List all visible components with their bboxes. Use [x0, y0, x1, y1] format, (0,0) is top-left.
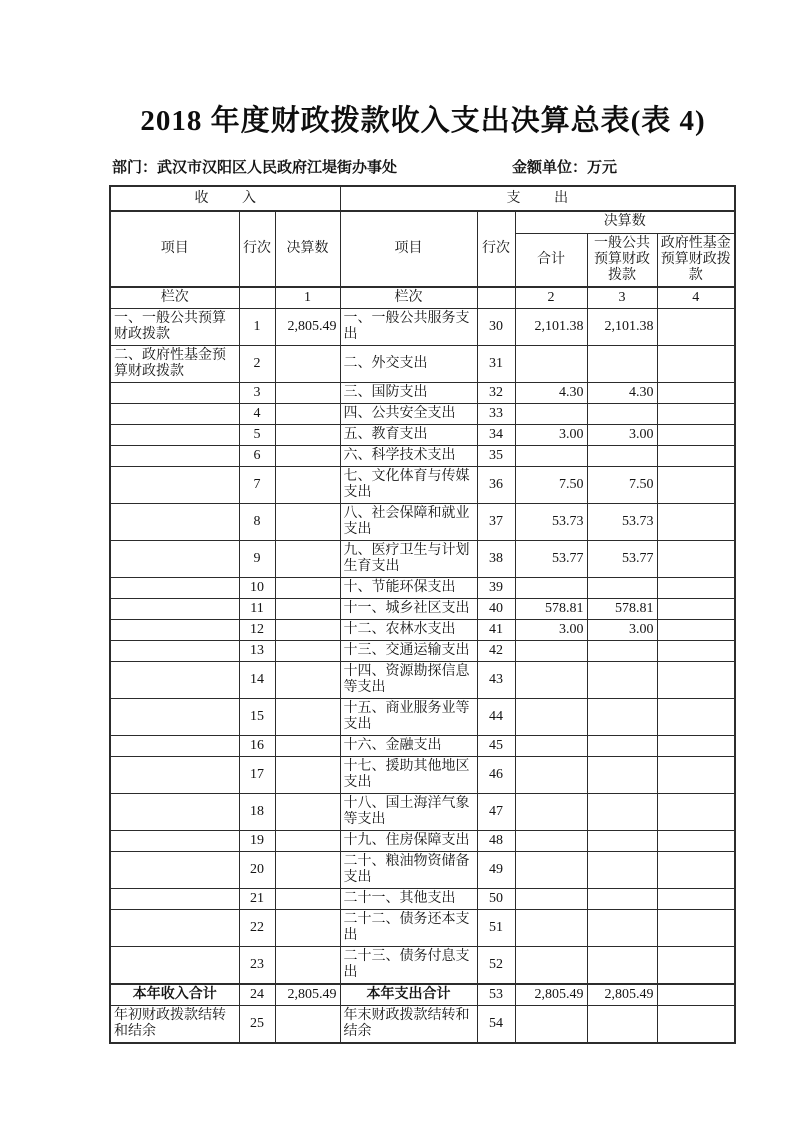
income-item-cell	[110, 619, 239, 640]
expense-item-cell: 六、科学技术支出	[340, 445, 477, 466]
expense-item-cell: 十五、商业服务业等支出	[340, 698, 477, 735]
income-line-cell: 3	[239, 382, 275, 403]
expense-line-header: 行次	[477, 211, 515, 287]
income-amount-cell	[275, 503, 340, 540]
expense-item-cell: 四、公共安全支出	[340, 403, 477, 424]
expense-item-cell: 二十二、债务还本支出	[340, 909, 477, 946]
expense-item-cell: 十六、金融支出	[340, 735, 477, 756]
income-item-cell	[110, 577, 239, 598]
income-line-cell: 25	[239, 1005, 275, 1043]
table-row	[110, 577, 735, 598]
meta-line	[109, 156, 737, 178]
table-row	[110, 540, 735, 577]
expense-general-cell	[587, 909, 657, 946]
expense-line-cell: 52	[477, 946, 515, 984]
expense-govfund-cell	[657, 598, 735, 619]
expense-item-cell: 十二、农林水支出	[340, 619, 477, 640]
income-line-header: 行次	[239, 211, 275, 287]
expense-general-cell	[587, 698, 657, 735]
income-amount-cell	[275, 793, 340, 830]
expense-line-cell: 36	[477, 466, 515, 503]
income-item-cell	[110, 851, 239, 888]
income-line-cell: 8	[239, 503, 275, 540]
income-line-cell: 20	[239, 851, 275, 888]
total-column-header: 合计	[515, 233, 587, 287]
table-row	[110, 946, 735, 984]
income-amount-cell	[275, 830, 340, 851]
expense-general-cell: 7.50	[587, 466, 657, 503]
income-line-cell: 2	[239, 345, 275, 382]
income-line-cell: 4	[239, 403, 275, 424]
table-row	[110, 888, 735, 909]
expense-line-cell: 50	[477, 888, 515, 909]
income-line-cell: 24	[239, 984, 275, 1006]
expense-general-cell	[587, 640, 657, 661]
income-amount-cell	[275, 888, 340, 909]
expense-total-cell: 2,805.49	[515, 984, 587, 1006]
expense-line-cell: 49	[477, 851, 515, 888]
expense-line-cell: 47	[477, 793, 515, 830]
expense-general-cell	[587, 735, 657, 756]
expense-total-cell	[515, 735, 587, 756]
expense-item-cell: 二、外交支出	[340, 345, 477, 382]
income-item-cell: 一、一般公共预算财政拨款	[110, 308, 239, 345]
income-section-header: 收入	[110, 186, 340, 211]
expense-item-cell: 十九、住房保障支出	[340, 830, 477, 851]
expense-total-cell	[515, 698, 587, 735]
expense-govfund-cell	[657, 830, 735, 851]
expense-line-cell: 46	[477, 756, 515, 793]
expense-item-cell: 十八、国土海洋气象等支出	[340, 793, 477, 830]
expense-item-cell: 二十、粮油物资储备支出	[340, 851, 477, 888]
income-amount-cell	[275, 640, 340, 661]
expense-item-cell: 本年支出合计	[340, 984, 477, 1006]
income-final-header: 决算数	[275, 211, 340, 287]
table-row	[110, 756, 735, 793]
department-label: 部门：武汉市汉阳区人民政府江堤街办事处	[112, 160, 398, 176]
expense-govfund-cell	[657, 466, 735, 503]
page-title: 2018 年度财政拨款收入支出决算总表(表 4)	[140, 105, 706, 137]
expense-govfund-cell	[657, 793, 735, 830]
general-budget-column-header: 一般公共预算财政拨款	[587, 233, 657, 287]
expense-govfund-cell	[657, 735, 735, 756]
expense-govfund-cell	[657, 946, 735, 984]
expense-govfund-cell	[657, 345, 735, 382]
income-amount-cell	[275, 698, 340, 735]
expense-line-cell: 30	[477, 308, 515, 345]
income-amount-cell	[275, 735, 340, 756]
income-item-cell	[110, 403, 239, 424]
expense-line-cell: 31	[477, 345, 515, 382]
table-row	[110, 403, 735, 424]
table-row	[110, 909, 735, 946]
income-item-cell	[110, 830, 239, 851]
column-header-row-1	[110, 211, 735, 233]
expense-item-cell: 十七、援助其他地区支出	[340, 756, 477, 793]
table-row	[110, 661, 735, 698]
table-row	[110, 619, 735, 640]
income-line-cell: 16	[239, 735, 275, 756]
expense-line-cell: 42	[477, 640, 515, 661]
table-row	[110, 503, 735, 540]
income-amount-cell	[275, 540, 340, 577]
income-item-cell	[110, 756, 239, 793]
expense-total-cell	[515, 661, 587, 698]
table-head-rows	[110, 186, 735, 308]
expense-total-cell	[515, 345, 587, 382]
expense-govfund-cell	[657, 308, 735, 345]
table-row	[110, 598, 735, 619]
expense-govfund-cell	[657, 424, 735, 445]
expense-general-cell	[587, 403, 657, 424]
income-line-cell: 15	[239, 698, 275, 735]
table-row	[110, 640, 735, 661]
expense-general-cell	[587, 1005, 657, 1043]
expense-line-cell: 32	[477, 382, 515, 403]
expense-total-cell	[515, 851, 587, 888]
income-item-cell	[110, 503, 239, 540]
expense-total-cell	[515, 640, 587, 661]
expense-line-cell: 33	[477, 403, 515, 424]
expense-general-cell	[587, 793, 657, 830]
expense-item-cell: 十一、城乡社区支出	[340, 598, 477, 619]
column-number-4: 4	[657, 287, 735, 309]
expense-total-cell: 578.81	[515, 598, 587, 619]
income-amount-cell	[275, 403, 340, 424]
expense-general-cell	[587, 830, 657, 851]
section-header-row	[110, 186, 735, 211]
expense-general-cell	[587, 445, 657, 466]
expense-general-cell: 53.77	[587, 540, 657, 577]
table-row	[110, 793, 735, 830]
income-line-cell: 22	[239, 909, 275, 946]
income-amount-cell	[275, 577, 340, 598]
expense-final-header: 决算数	[515, 211, 735, 233]
income-amount-cell: 2,805.49	[275, 984, 340, 1006]
table-row	[110, 308, 735, 345]
expense-total-cell: 53.77	[515, 540, 587, 577]
expense-govfund-cell	[657, 640, 735, 661]
expense-general-cell: 2,805.49	[587, 984, 657, 1006]
expense-line-cell: 43	[477, 661, 515, 698]
empty-cell	[239, 287, 275, 309]
expense-line-cell: 40	[477, 598, 515, 619]
income-line-cell: 12	[239, 619, 275, 640]
expense-item-cell: 八、社会保障和就业支出	[340, 503, 477, 540]
expense-total-cell	[515, 909, 587, 946]
expense-lanci-label: 栏次	[340, 287, 477, 309]
expense-govfund-cell	[657, 984, 735, 1006]
table-row	[110, 424, 735, 445]
expense-item-cell: 二十三、债务付息支出	[340, 946, 477, 984]
income-amount-cell	[275, 345, 340, 382]
expense-govfund-cell	[657, 661, 735, 698]
income-line-cell: 5	[239, 424, 275, 445]
income-item-cell	[110, 445, 239, 466]
income-item-cell	[110, 698, 239, 735]
income-amount-cell	[275, 756, 340, 793]
column-number-2: 2	[515, 287, 587, 309]
table-row	[110, 698, 735, 735]
gov-fund-column-header: 政府性基金预算财政拨款	[657, 233, 735, 287]
expense-item-cell: 七、文化体育与传媒支出	[340, 466, 477, 503]
expense-govfund-cell	[657, 851, 735, 888]
income-line-cell: 14	[239, 661, 275, 698]
income-item-cell: 二、政府性基金预算财政拨款	[110, 345, 239, 382]
expense-line-cell: 48	[477, 830, 515, 851]
expense-govfund-cell	[657, 382, 735, 403]
expense-general-cell	[587, 756, 657, 793]
income-amount-cell	[275, 619, 340, 640]
expense-item-cell: 十三、交通运输支出	[340, 640, 477, 661]
income-line-cell: 10	[239, 577, 275, 598]
income-amount-cell	[275, 382, 340, 403]
expense-general-cell	[587, 851, 657, 888]
expense-govfund-cell	[657, 888, 735, 909]
expense-item-cell: 五、教育支出	[340, 424, 477, 445]
expense-govfund-cell	[657, 503, 735, 540]
expense-general-cell	[587, 888, 657, 909]
expense-general-cell	[587, 577, 657, 598]
expense-item-cell: 十四、资源勘探信息等支出	[340, 661, 477, 698]
expense-govfund-cell	[657, 909, 735, 946]
final-accounts-table	[109, 185, 736, 1044]
expense-govfund-cell	[657, 577, 735, 598]
income-amount-cell	[275, 661, 340, 698]
expense-total-cell	[515, 756, 587, 793]
income-line-cell: 13	[239, 640, 275, 661]
income-amount-cell	[275, 445, 340, 466]
income-item-cell	[110, 888, 239, 909]
income-amount-cell	[275, 466, 340, 503]
expense-item-header: 项目	[340, 211, 477, 287]
income-item-cell	[110, 424, 239, 445]
income-item-header: 项目	[110, 211, 239, 287]
expense-govfund-cell	[657, 403, 735, 424]
income-line-cell: 19	[239, 830, 275, 851]
income-item-cell	[110, 598, 239, 619]
expense-govfund-cell	[657, 756, 735, 793]
expense-govfund-cell	[657, 698, 735, 735]
income-item-cell	[110, 793, 239, 830]
expense-total-cell	[515, 830, 587, 851]
expense-section-header: 支出	[340, 186, 735, 211]
expense-total-cell	[515, 888, 587, 909]
income-line-cell: 21	[239, 888, 275, 909]
table-row	[110, 735, 735, 756]
income-item-cell	[110, 661, 239, 698]
expense-general-cell: 3.00	[587, 424, 657, 445]
expense-total-cell: 2,101.38	[515, 308, 587, 345]
expense-line-cell: 35	[477, 445, 515, 466]
expense-total-cell	[515, 577, 587, 598]
expense-total-cell: 7.50	[515, 466, 587, 503]
income-lanci-label: 栏次	[110, 287, 239, 309]
income-amount-cell	[275, 946, 340, 984]
table-row	[110, 445, 735, 466]
expense-general-cell: 578.81	[587, 598, 657, 619]
expense-line-cell: 37	[477, 503, 515, 540]
income-item-cell	[110, 640, 239, 661]
expense-item-cell: 二十一、其他支出	[340, 888, 477, 909]
expense-item-cell: 三、国防支出	[340, 382, 477, 403]
expense-item-cell: 十、节能环保支出	[340, 577, 477, 598]
expense-line-cell: 41	[477, 619, 515, 640]
expense-total-cell	[515, 946, 587, 984]
expense-general-cell: 53.73	[587, 503, 657, 540]
table-body	[110, 308, 735, 1043]
expense-general-cell: 3.00	[587, 619, 657, 640]
expense-total-cell: 3.00	[515, 424, 587, 445]
expense-total-cell: 4.30	[515, 382, 587, 403]
table-row	[110, 345, 735, 382]
expense-general-cell	[587, 661, 657, 698]
expense-item-cell: 一、一般公共服务支出	[340, 308, 477, 345]
expense-total-cell	[515, 445, 587, 466]
expense-line-cell: 39	[477, 577, 515, 598]
income-amount-cell	[275, 909, 340, 946]
income-line-cell: 1	[239, 308, 275, 345]
expense-total-cell	[515, 793, 587, 830]
income-line-cell: 9	[239, 540, 275, 577]
income-item-cell	[110, 946, 239, 984]
expense-item-cell: 年末财政拨款结转和结余	[340, 1005, 477, 1043]
income-item-cell: 本年收入合计	[110, 984, 239, 1006]
expense-total-cell	[515, 403, 587, 424]
expense-govfund-cell	[657, 1005, 735, 1043]
expense-general-cell: 4.30	[587, 382, 657, 403]
expense-total-cell	[515, 1005, 587, 1043]
expense-govfund-cell	[657, 540, 735, 577]
table-row	[110, 830, 735, 851]
expense-govfund-cell	[657, 619, 735, 640]
income-item-cell	[110, 540, 239, 577]
expense-line-cell: 34	[477, 424, 515, 445]
table-row	[110, 1005, 735, 1043]
expense-total-cell: 3.00	[515, 619, 587, 640]
expense-line-cell: 45	[477, 735, 515, 756]
expense-general-cell	[587, 946, 657, 984]
expense-general-cell: 2,101.38	[587, 308, 657, 345]
expense-line-cell: 54	[477, 1005, 515, 1043]
income-amount-cell	[275, 851, 340, 888]
column-number-3: 3	[587, 287, 657, 309]
table-row	[110, 984, 735, 1006]
income-amount-cell	[275, 1005, 340, 1043]
expense-line-cell: 38	[477, 540, 515, 577]
table-row	[110, 466, 735, 503]
expense-line-cell: 44	[477, 698, 515, 735]
income-line-cell: 17	[239, 756, 275, 793]
expense-general-cell	[587, 345, 657, 382]
income-item-cell	[110, 382, 239, 403]
income-item-cell: 年初财政拨款结转和结余	[110, 1005, 239, 1043]
column-index-row	[110, 287, 735, 309]
expense-govfund-cell	[657, 445, 735, 466]
expense-item-cell: 九、医疗卫生与计划生育支出	[340, 540, 477, 577]
column-number-1: 1	[275, 287, 340, 309]
table-row	[110, 851, 735, 888]
income-line-cell: 6	[239, 445, 275, 466]
income-line-cell: 18	[239, 793, 275, 830]
expense-line-cell: 51	[477, 909, 515, 946]
income-item-cell	[110, 909, 239, 946]
empty-cell	[477, 287, 515, 309]
income-amount-cell	[275, 598, 340, 619]
income-line-cell: 7	[239, 466, 275, 503]
expense-total-cell: 53.73	[515, 503, 587, 540]
income-amount-cell	[275, 424, 340, 445]
income-line-cell: 11	[239, 598, 275, 619]
income-item-cell	[110, 466, 239, 503]
document-content	[109, 0, 737, 1044]
income-line-cell: 23	[239, 946, 275, 984]
expense-line-cell: 53	[477, 984, 515, 1006]
table-row	[110, 382, 735, 403]
income-amount-cell: 2,805.49	[275, 308, 340, 345]
unit-label: 金额单位：万元	[512, 160, 618, 176]
income-item-cell	[110, 735, 239, 756]
